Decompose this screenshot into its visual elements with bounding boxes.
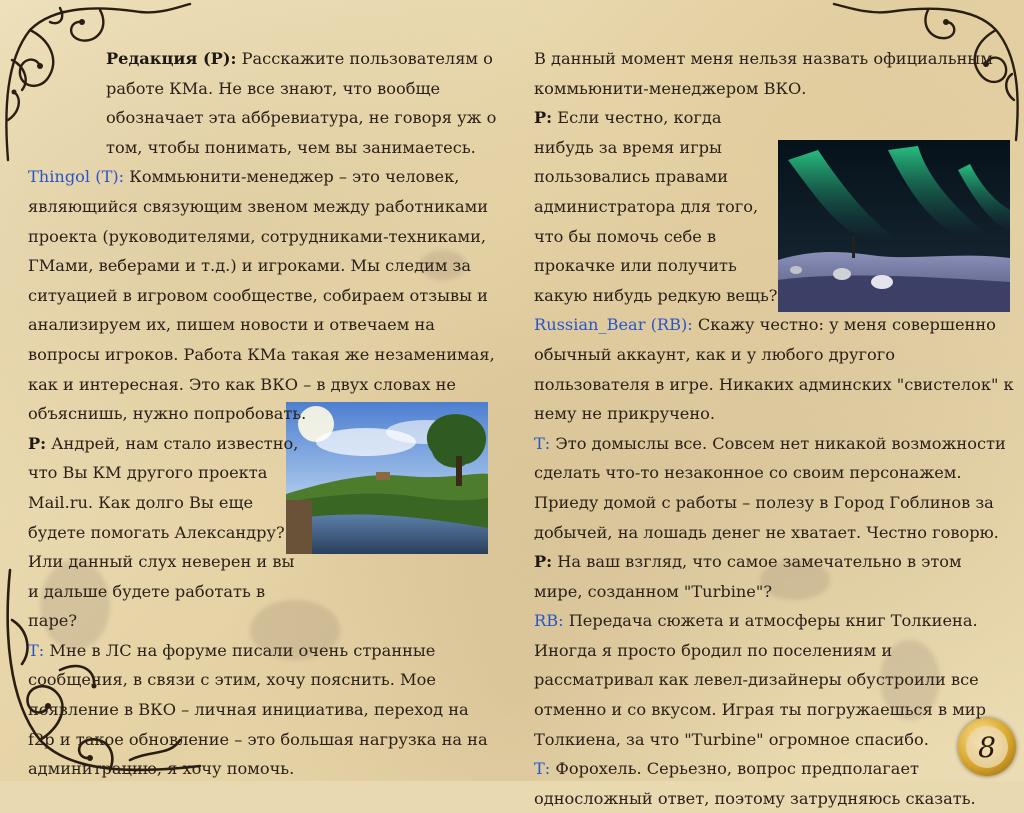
page-number-ring (958, 718, 1016, 776)
paragraph-text: Расскажите пользователям о работе КМа. Не все знают, что вообще обозначает эта аббревиатура, не говоря уж о том, чтобы понимать, чем вы занимаетесь. (106, 49, 497, 157)
paragraph-text: Андрей, нам стало известно, что Вы КМ другого проекта Mail.ru. Как долго Вы еще будете помогать Александру? Или данный слух неверен и вы и дальше будете работать в паре? (28, 433, 299, 631)
paragraph-text: Если честно, когда нибудь за время игры пользовались правами администратора для того, что бы помочь себе в прокачке или получить какую нибудь редкую вещь? (534, 108, 778, 305)
speaker-label: Р: (28, 433, 47, 453)
right-column (534, 44, 1014, 813)
speaker-label: Т: (534, 759, 551, 779)
paragraph-text: Мне в ЛС на форуме писали очень странные сообщения, в связи с этим, хочу пояснить. Мое появление в ВКО – личная инициатива, переход на f2p и такое обновление – это большая нагрузка на на админитрацию, я хочу помочь. (28, 640, 488, 779)
question-paragraph (534, 547, 1014, 606)
question-paragraph (28, 429, 500, 636)
answer-paragraph (28, 636, 500, 784)
paragraph (534, 44, 1014, 103)
speaker-label: Т: (534, 433, 551, 453)
answer-paragraph (534, 606, 1014, 754)
paragraph-text: Коммьюнити-менеджер – это человек, являющийся связующим звеном между работниками проекта (руководителями, сотрудниками-техниками, ГМами, веберами и т.д.) и игроками. Мы следим за ситуацией в игровом сообществе, собираем отзывы и анализируем их, пишем новости и отвечаем на вопросы игроков. Работа КМа такая же незаменимая, как и интересная. Это как ВКО – в двух словах не объяснишь, нужно попробовать. (28, 167, 495, 424)
page-number: 8 (966, 726, 1008, 768)
image-float-spacer (784, 103, 1022, 281)
speaker-label: RB: (534, 611, 564, 631)
answer-paragraph (534, 429, 1014, 547)
speaker-label: Р: (534, 108, 553, 128)
speaker-label: Т: (28, 640, 45, 660)
paragraph-text: На ваш взгляд, что самое замечательно в этом мире, созданном "Turbine"? (534, 552, 962, 601)
speaker-label: Russian_Bear (RB): (534, 315, 693, 335)
left-column (28, 44, 500, 784)
paragraph-text: Передача сюжета и атмосферы книг Толкиена. Иногда я просто бродил по поселениям и рассматривал как левел-дизайнеры обустроили все отменно и со вкусом. Играя ты погружаешься в мир Толкиена, за что "Turbine" огромное спасибо. (534, 611, 986, 749)
paragraph-text: Это домыслы все. Совсем нет никакой возможности сделать что-то незаконное со своим персонажем. Приеду домой с работы – полезу в Город Гоблинов за добычей, на лошадь денег не хватает. Честно говорю. (534, 433, 1006, 542)
paragraph-text: Форохель. Серьезно, вопрос предполагает односложный ответ, поэтому затрудняюсь сказать. (534, 759, 976, 808)
answer-paragraph (534, 310, 1014, 428)
paragraph-text: Скажу честно: у меня совершенно обычный аккаунт, как и у любого другого пользователя в игре. Никаких админских "свистелок" к нему не прикручено. (534, 315, 1014, 424)
paragraph-text: В данный момент меня нельзя назвать официальным коммьюнити-менеджером ВКО. (534, 49, 993, 98)
speaker-label: Редакция (Р): (106, 49, 237, 68)
speaker-label: Р: (534, 552, 553, 572)
answer-paragraph (28, 162, 500, 428)
question-paragraph (28, 44, 500, 162)
speaker-label: Thingol (Т): (28, 167, 125, 187)
answer-paragraph (534, 754, 1014, 813)
